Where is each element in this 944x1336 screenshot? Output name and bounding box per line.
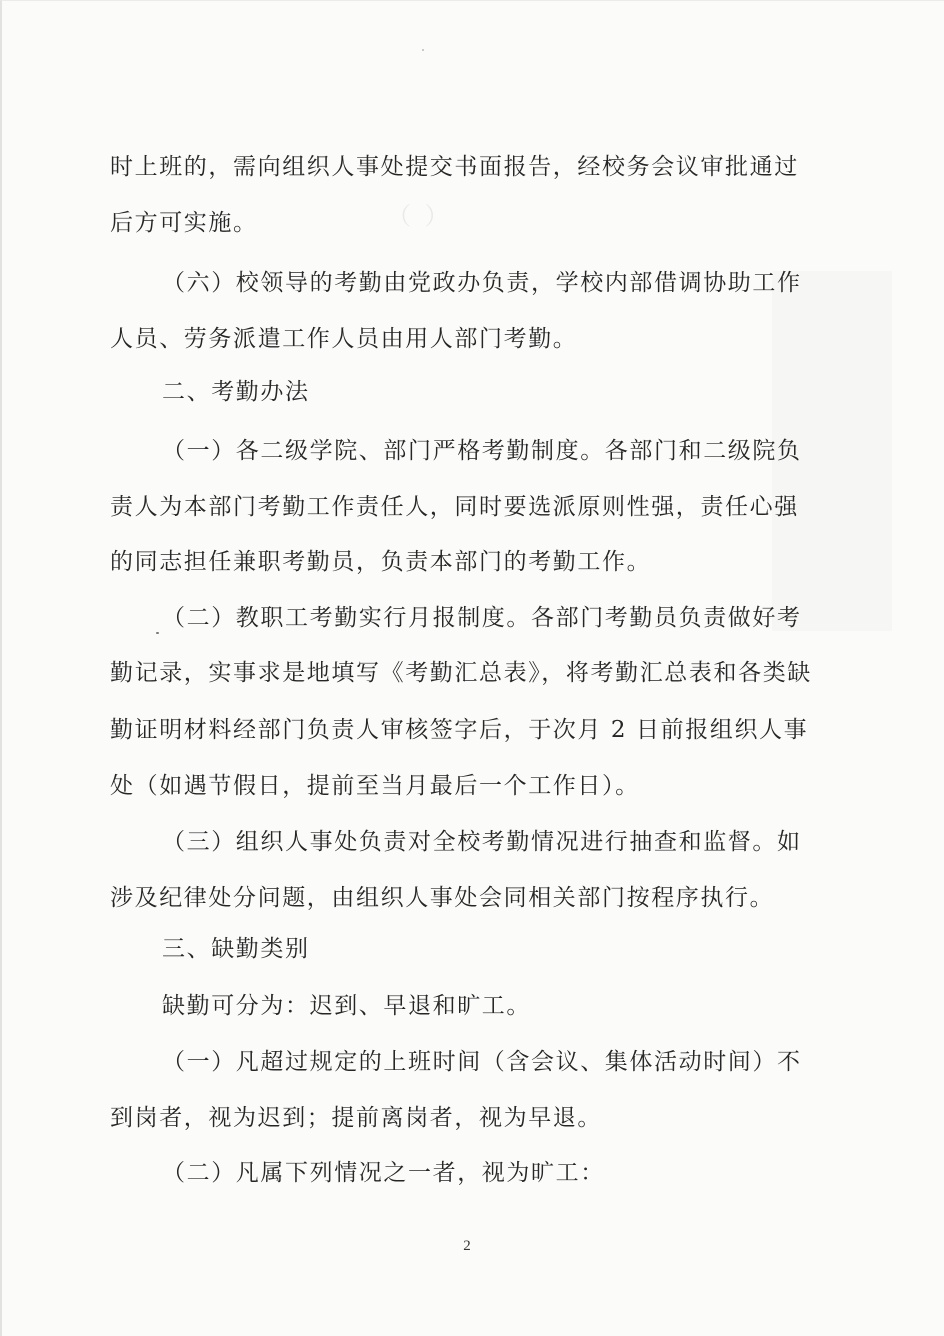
page-number: 2 — [463, 1238, 471, 1254]
body-line: （六）校领导的考勤由党政办负责，学校内部借调协助工作 — [162, 270, 802, 296]
body-line: 勤记录，实事求是地填写《考勤汇总表》，将考勤汇总表和各类缺 — [110, 660, 812, 686]
body-line: 勤证明材料经部门负责人审核签字后，于次月 2 日前报组织人事 — [110, 717, 809, 743]
section-heading: 三、缺勤类别 — [162, 936, 310, 962]
body-line: 责人为本部门考勤工作责任人，同时要选派原则性强，责任心强 — [110, 494, 799, 520]
body-line: 缺勤可分为：迟到、早退和旷工。 — [162, 993, 531, 1019]
body-line: 后方可实施。 — [110, 210, 258, 236]
body-line: 涉及纪律处分问题，由组织人事处会同相关部门按程序执行。 — [110, 885, 775, 911]
body-line: 处（如遇节假日，提前至当月最后一个工作日）。 — [110, 773, 640, 799]
body-line: （三）组织人事处负责对全校考勤情况进行抽查和监督。如 — [162, 829, 802, 855]
scan-speck — [156, 632, 159, 634]
body-line: 时上班的，需向组织人事处提交书面报告，经校务会议审批通过 — [110, 154, 799, 180]
body-line: （一）各二级学院、部门严格考勤制度。各部门和二级院负 — [162, 438, 802, 464]
scan-speck — [422, 49, 424, 51]
body-line: （一）凡超过规定的上班时间（含会议、集体活动时间）不 — [162, 1049, 802, 1075]
body-line: （二）教职工考勤实行月报制度。各部门考勤员负责做好考 — [162, 605, 802, 631]
body-line: 到岗者，视为迟到；提前离岗者，视为早退。 — [110, 1105, 602, 1131]
body-line: 的同志担任兼职考勤员，负责本部门的考勤工作。 — [110, 549, 652, 575]
section-heading: 二、考勤办法 — [162, 379, 310, 405]
body-line: 人员、劳务派遣工作人员由用人部门考勤。 — [110, 326, 578, 352]
show-through-shading: （ ） — [387, 202, 452, 230]
body-line: （二）凡属下列情况之一者，视为旷工： — [162, 1160, 605, 1186]
